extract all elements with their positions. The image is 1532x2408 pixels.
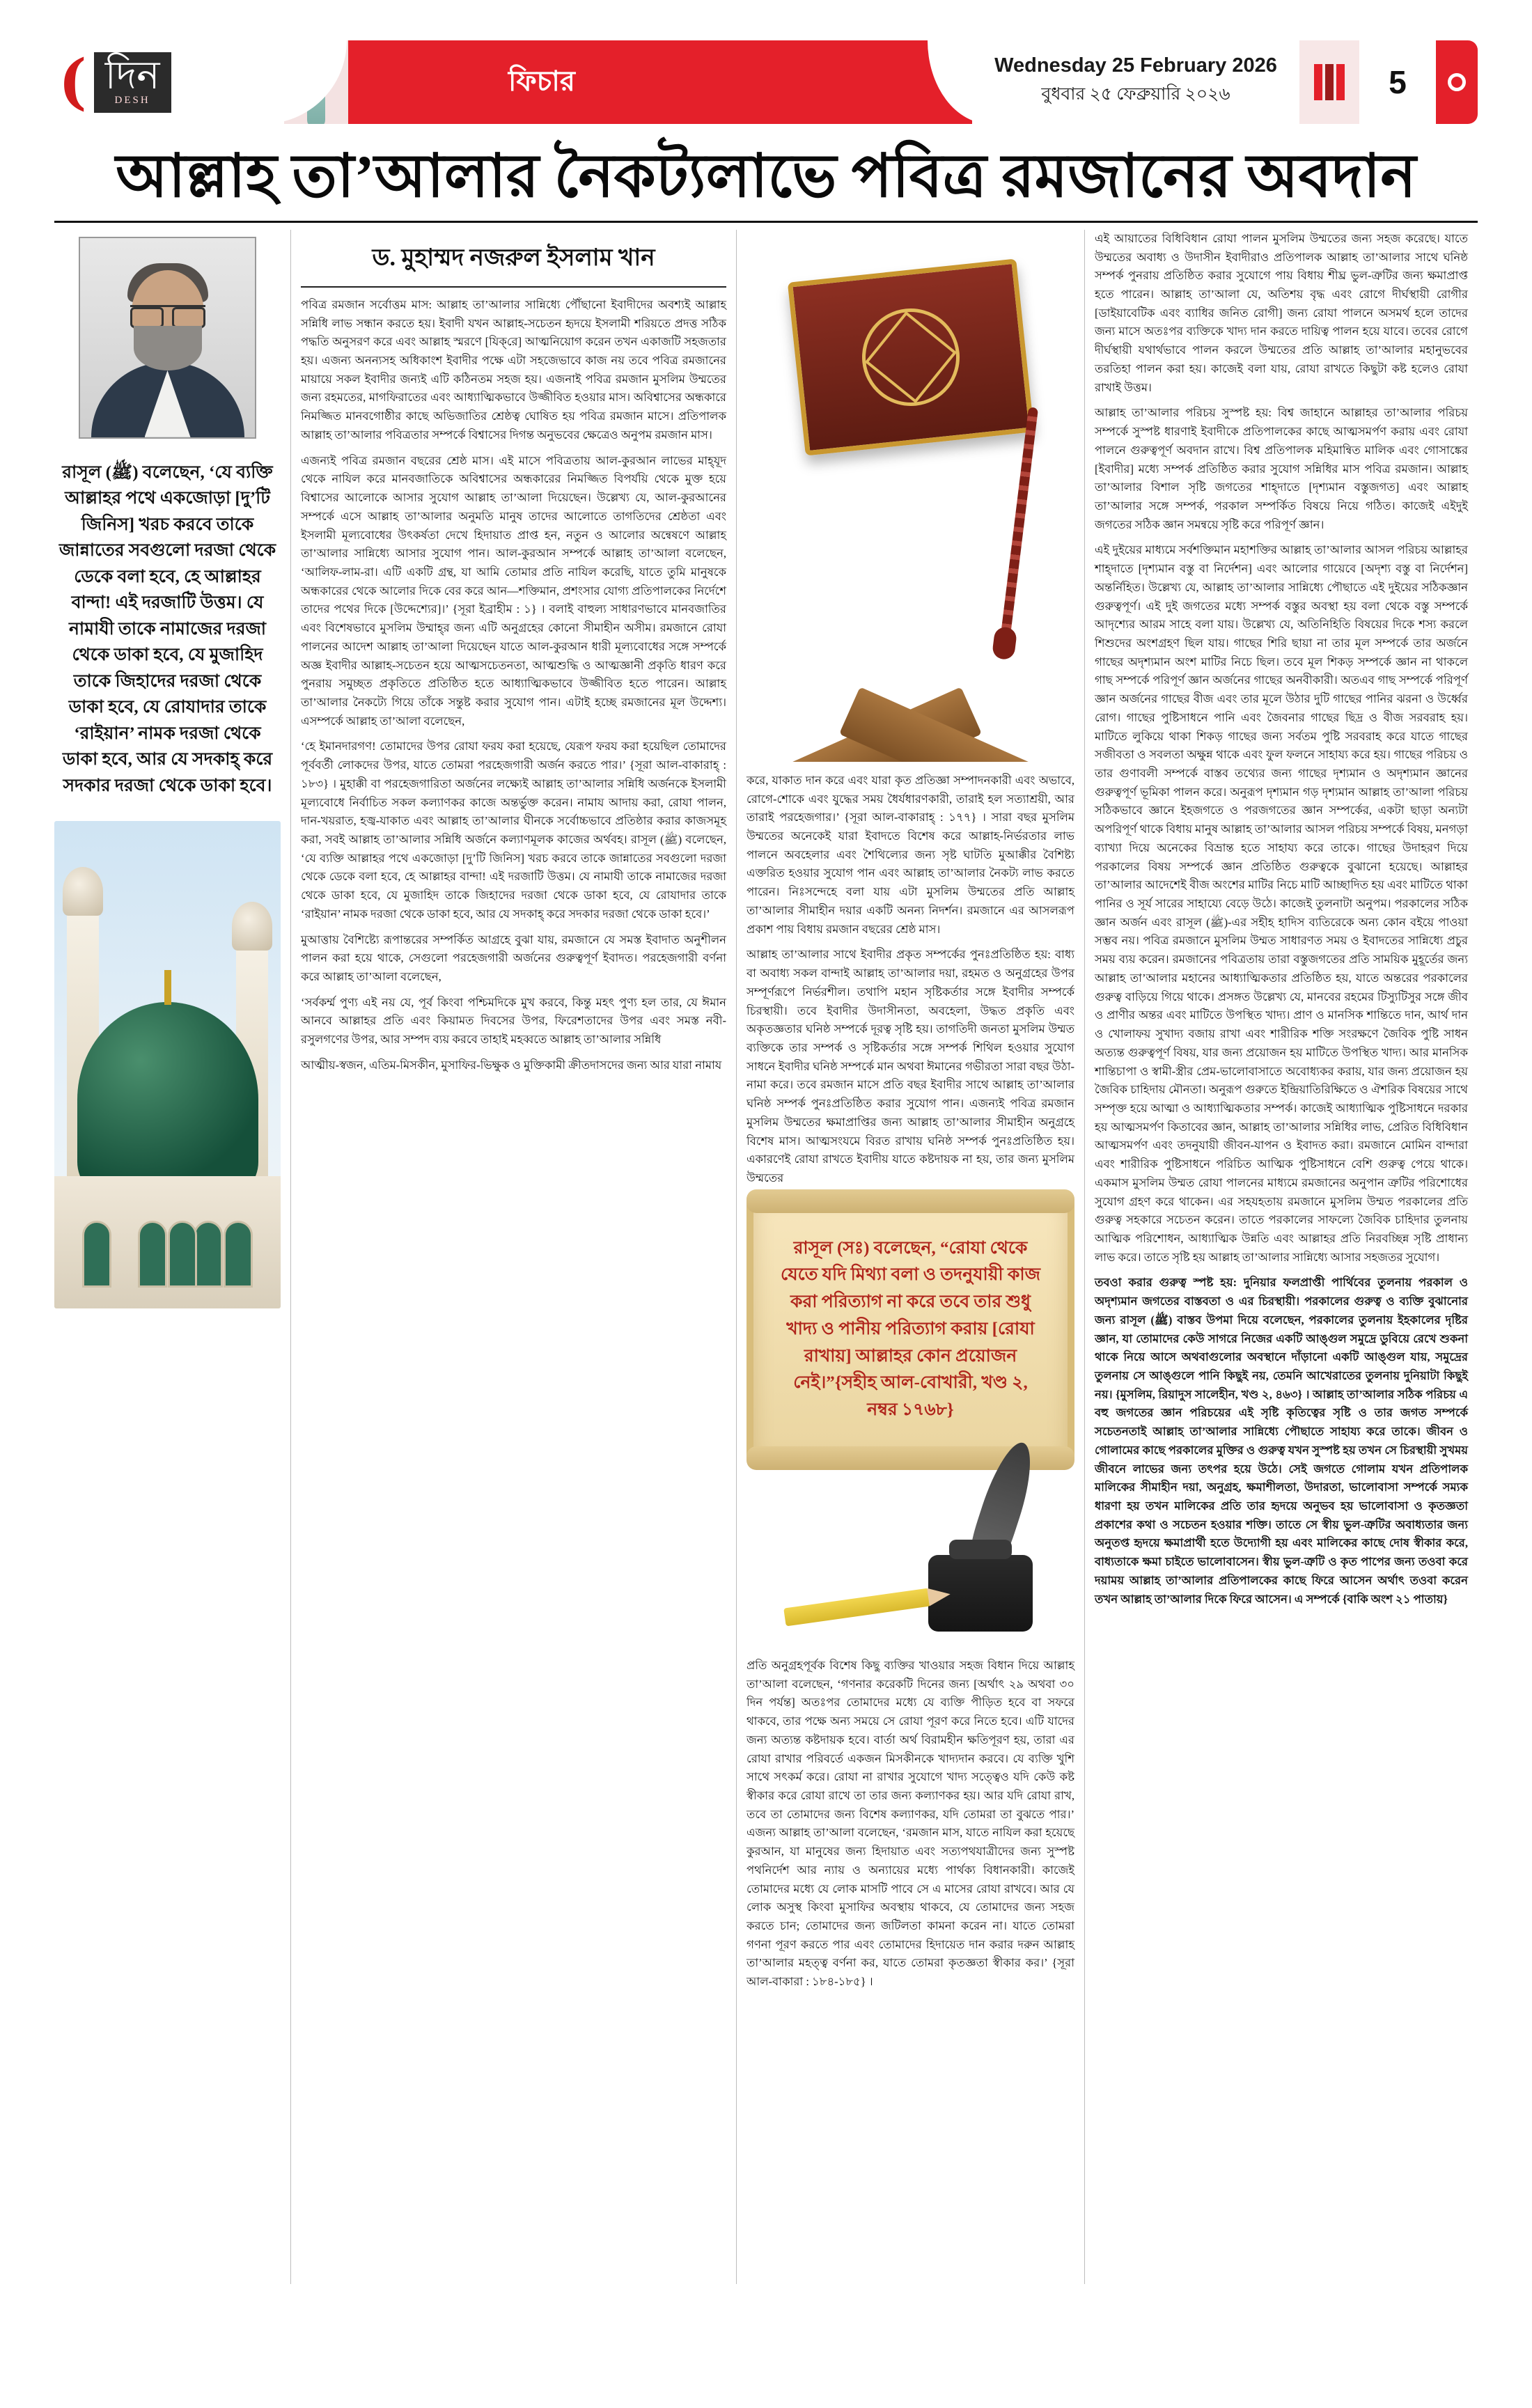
pullquote-scroll bbox=[747, 1199, 1074, 1460]
paragraph: এই দুইয়ের মাধ্যমে সর্বশক্তিমান মহাশক্তির আল্লাহ তা’আলার আসল পরিচয় আল্লাহর শাহ্‌দাতে [দৃশ্যমান বস্তু বা নির্দেশন] এবং আলোর গায়েবে [অদৃশ্য বস্তু বা নির্দেশন] অন্তর্নিহিত। উল্লেখ্য যে, আল্লাহ তা’আলার সান্নিধ্যে পৌছাতে এই দুইয়ের সঠিকজ্ঞান গুরুত্বপূর্ণ। এই দুই জগতের মধ্যে সম্পর্ক বস্তুর অবস্থা হয় বলা থেকে বস্তু সম্পর্কে আদৃশ্যের আরম সাহে বলা যায়। উল্লেখ্য যে, অতিনিহিতি বিষয়ের দিকে শস্য করলে শিশুদের অংশগ্রহণ ছিল যায়। গাছের শিরি ছায়া না তার মূল সম্পর্কে তার অর্জনে গাছের অদৃশ্যমান অংশ মাটির নিচে ছিল। তবে মূল শিকড় সম্পর্কে জ্ঞান না থাকলে গাছ সম্পর্কে পরিপূর্ণ জ্ঞান অর্জনের গাছের অনবীকারী। অতএব গাছ সম্পর্কে পরিপূর্ণ জ্ঞান অর্জনের গাছের বীজ এবং তার মূলে উঠার দুটি গাছের পানির ঝরনা ও উর্ধ্বের রোগ। গাছের পুষ্টিসাধনে পানি এবং জৈবনার গাছের ছিদ্র ও বীজ সরবরাহ হয়। মাটিতে লুকিয়ে থাকা শিকড় গাছের জন্য সর্বতম পুষ্টি সরবরাহ করে যাতে গাছের সজীবতা ও সবলতা অক্ষুন্ন থাকে এবং ফুল ফলনে সাহায্য করে হয়। গাছের পরিচয় ও তার গুণাবলী সম্পর্কে বাস্তব তথ্যের জন্য গাছের দৃশ্যমান ও অদৃশ্যমান জ্ঞানের গুরুত্বপূর্ণ ভূমিকা পালন করে। অনুরূপ দৃশ্যমান গড় দৃশ্যমান আল্লাহ তা’আলা পরিচয় সঠিকভাবে জ্ঞানে ইহজগতে ও পরজগতের জ্ঞান সম্পর্কের, একটা ছাড়া অন্যটা অপরিপূর্ণ থাকে বিধায় মানুষ আল্লাহ তা’আলার আসল পরিচয় সম্পর্কে বিষয়, মনগড়া ব্যাখ্যা দিয়ে অনেকের বিভ্রান্ত হতে সাহায্য করে তাকে। গাছের উদাহরণ দিয়ে পরকালের বিষয় সম্পর্কে জ্ঞান প্রতিষ্ঠিত গুরুত্বকে বুঝানো হয়েছে। আল্লাহর তা’আলার আদেশেই বীজ অংশের মাটির নিচে মাটি আচ্ছাদিত হয় এবং মাটিতে থাকা পানির ও সূর্য সারের সাহায্যে বেড়ে উঠে। কাজেই তুলনাটা অনুপম। পরকালের সঠিক জ্ঞান অর্জন এবং রাসূল (ﷺ)-এর সহীহ হাদিস ব্যতিরেকে অন্য কোন বইয়ে পাওয়া সম্ভব নয়। পবিত্র রমজানে মুসলিম উম্মত সাধারণত সময় ও ইবাদতের সান্নিধ্যে প্রচুর সময় ব্যয় করেন। রমজানের পবিত্রতায় তারা বস্তুজগতের প্রতি সাময়িক মুহূর্তের জন্য আল্লাহ তা’আলার মহানের আধ্যাত্মিকতার প্রতিষ্ঠিত হয়, যাতে অন্তরের পরকালের গুরুত্ব বাড়িয়ে গিয়ে থাকে। প্রসঙ্গত উল্লেখ্য যে, মানবের রহমের টিস্যুটিসুর সঙ্গে জীব ও প্রাণীর অন্তর এবং মাটিতে উপস্থিত খাদ্য। প্রাণ ও মানসিক শান্তিতে দান, আর্থ দান ও খোলাফয় সুখাদ্য বজায় রাখা এবং শারীরিক শক্তি সংরক্ষণে জৈবিক পুষ্টি সাধন অত্যন্ত গুরুত্বপূর্ণ বিষয়, যার জন্য প্রয়োজন হয় মাটিতে উপস্থিত খাদ্য। আর মানসিক শান্তিচাপা ও স্বামী-স্ত্রীর প্রেম-ভালোবাসাতে অবোধ্যকর করায়, যার জন্য প্রয়োজন হয় জৈবিক চাহিদায় মৌনতা। অনুরূপ গুরুতে ইন্দ্রিয়াতিরিক্ষিতে ও ঐশরিক বিষয়ের সাথে সম্পৃক্ত হয়ে আত্মা ও আধ্যাত্মিকতার সম্পর্ক। কাজেই আধ্যাত্মিক পুষ্টিসাধনে দরকার হয় আত্মসমর্পণ কিতাবের জ্ঞান, আল্লাহ তা’আলার সন্নিধির লাভ, প্রেরিত বিধিবিধান আত্মসমর্পণ এবং তদনুযায়ী জীবন-যাপন ও ইবাদত করা। রমজানে মোমিন বান্দারা এবং শারীরিক পুষ্টিসাধনে পরিচিত আত্মিক পুষ্টিসাধনে বেশি গুরুত্ব পেয়ে থাকে। একমাস মুসলিম উম্মত রোযা পালনের মাধ্যমে রমজানের অনুপান ত্রুটির পরিশোধের সুযোগ গ্রহণ করে থাকেন। এর সহযহতায় রমজানে মুসলিম উম্মত পরকালের প্রতি গুরুত্ব সহকারে সচেতন করেন। তাতে পরকালের সাফল্যে জৈবিক চাহিদার তুলনায় আত্মিক পরিশোধন, আধ্যাত্মিক উন্নতি এবং আল্লাহর প্রতি নিরবচ্ছিন্ন সৃষ্টি প্রাধান্য লাভ করে। তাতে সৃষ্টি হয় আল্লাহ তা’আলার সান্নিধ্যে আসার সহজতর সুযোগ। bbox=[1095, 543, 1468, 1264]
section-title: ফিচার bbox=[508, 65, 575, 97]
column-left bbox=[54, 230, 291, 2284]
pullquote-left: রাসূল (ﷺ) বলেছেন, ‘যে ব্যক্তি আল্লাহর পথে একজোড়া [দু’টি জিনিস] খরচ করবে তাকে জান্নাতের সবগুলো দরজা থেকে ডেকে বলা হবে, হে আল্লাহর বান্দা! এই দরজাটি উত্তম। যে নামাযী তাকে নামাজের দরজা থেকে ডাকা হবে, যে মুজাহিদ তাকে জিহাদের দরজা থেকে ডাকা হবে, যে রোযাদার তাকে ‘রাইয়ান’ নামক দরজা থেকে ডাকা হবে, আর যে সদকাহ্ করে সদকার দরজা থেকে ডাকা হবে। bbox=[58, 462, 276, 795]
pages-icon bbox=[1299, 40, 1359, 124]
pullquote-text: রাসূল (সঃ) বলেছেন, “রোযা থেকে যেতে যদি মিথ্যা বলা ও তদনুযায়ী কাজ করা পরিত্যাগ না করে তবে তার শুধু খাদ্য ও পানীয় পরিত্যাগ করায় [রোযা রাখায়] আল্লাহর কোন প্রয়োজন নেই।”{সহীহ আল-বোখারী, খণ্ড ২, নম্বর ১৭৬৮} bbox=[781, 1238, 1040, 1420]
paragraph: ‘হে ইমানদারগণ! তোমাদের উপর রোযা ফরয করা হয়েছে, যেরূপ ফরয করা হয়েছিল তোমাদের পূর্ববর্তী লোকদের উপর, যাতে তোমরা পরহেজগারী অর্জন করতে পার।’ {সূরা আল-বাকারাহ্ : ১৮৩} । মুহাক্কী বা পরহেজগারিতা অর্জনের লক্ষ্যেই আল্লাহ তা’আলার সন্নিধি অর্জনকে ইসলামী মূল্যবোধে নির্বাচিত সকল কল্যাণকর কাজে অন্তর্ভুক্ত করেন। নামায আদায় করা, রোযা পালন, দান-খয়রাত, হজ্ব-যাকাত এবং আল্লাহ তা’আলার ঘীনকে সর্বোচ্চভাবে প্রতিষ্ঠার করার কাজসমূহ করা, সবই আল্লাহ তা’আলার সন্নিধি অর্জনে কল্যাণমূলক কাজের অর্থবহ। রাসূল (ﷺ) বলেছেন, ‘যে ব্যক্তি আল্লাহর পথে একজোড়া [দু’টি জিনিস] খরচ করবে তাকে জান্নাতের সবগুলো দরজা থেকে ডেকে বলা হবে, হে আল্লাহর বান্দা! এই দরজাটি উত্তম। যে নামাযী তাকে নামাজের দরজা থেকে ডাকা হবে, যে মুজাহিদ তাকে জিহাদের দরজা থেকে ডাকা হবে, যে রোযাদার তাকে ‘রাইয়ান’ নামক দরজা থেকে ডাকা হবে, আর যে সদকাহ্ করে সদকার দরজা থেকে ডাকা হবে।’ bbox=[301, 740, 726, 921]
masthead-red-bar bbox=[284, 40, 972, 124]
quran-book-illustration bbox=[747, 233, 1074, 762]
avatar bbox=[79, 237, 256, 439]
logo-sub-text: DESH bbox=[114, 94, 150, 106]
paragraph: করে, যাকাত দান করে এবং যারা কৃত প্রতিজ্ঞা সম্পাদনকারী এবং অভাবে, রোগে-শোকে এবং যুদ্ধের সময় ধৈর্যধারণকারী, তারাই হল সত্যাশ্রয়ী, আর তারাই পরহেজগার।’ {সূরা আল-বাকারাহ্ : ১৭৭} । সারা বছর মুসলিম উম্মতের অনেকেই যারা ইবাদতে বিশেষ করে আল্লাহ-নির্ভরতার লাভ পালনে অবহেলার এবং শৈথিল্যের জন্য সৃষ্ট ঘাটতি মুআক্কীর বৈশিষ্ট্য এক্তরিত হওয়ার সুযোগ পান এবং আল্লাহ তা’আলার নৈকট্য লাভ করতে পারেন। নিঃসন্দেহে বলা যায় এটা মুসলিম উম্মতের প্রতি আল্লাহ তা’আলার সীমাহীন দয়ার একটি অনন্য নিদর্শন। রমজানে এর আসলরূপ প্রকাশ পায় বিধায় রমজান বছরের শ্রেষ্ঠ মাস। bbox=[747, 773, 1074, 936]
logo-word-text: দিন bbox=[104, 54, 160, 97]
paragraph: আত্মীয়-স্বজন, এতিম-মিসকীন, মুসাফির-ভিক্ষুক ও মুক্তিকামী ক্রীতদাসদের জন্য আর যারা নামায bbox=[301, 1058, 722, 1072]
paragraph-continuation: তবওা করার গুরুত্ব স্পষ্ট হয়: দুনিয়ার ফলপ্রাপ্তী পার্থিবের তুলনায় পরকাল ও অদৃশ্যমান জগতের বাস্তবতা ও এর চিরস্থায়ী। পরকালের গুরুত্ব ও ব্যক্তি বুঝানোর জন্য রাসূল (ﷺ) বাস্তব উপমা দিয়ে বলেছেন, পরকালের তুলনায় ইহকালের দৃষ্টির জ্ঞান, যা তোমাদের কেউ সাগরে নিজের একটি আঙ্গুল সমুদ্রে ডুবিয়ে রেখে শুকনা থাকে নিয়ে আসে অথবাগুলোর অবস্থানে দাঁড়ানো একটি আঙ্গুল যায়, সমুদ্রের তুলনায় সে আঙ্গুলে পানি কিছুই নয়, তেমনি আখেরাতের তুলনায় দুনিয়াটা কিছুই নয়। {মুসলিম, রিয়াদুস সালেহীন, খণ্ড ২, ৪৬৩} । আল্লাহ তা’আলার সঠিক পরিচয় এ বহু জগতের জ্ঞান পরিচয়ের এই সৃষ্টি কৃতিত্বের সৃষ্টি ও তার জগত সম্পর্কে সচেতনতাই আল্লাহ তা’আলার সান্নিধ্যে পৌছাতে সাহায্য করে তাকে। জীবন ও গোলামের কাছে পরকালের মুক্তির ও গুরুত্ব যখন সুস্পষ্ট হয় তখন সে চিরস্থায়ী সুখময় জীবনে লাভের জন্য তৎপর হয়ে উঠে। সেই জগতে গোলাম যখন প্রতিপালক মালিকের সীমাহীন দয়া, অনুগ্রহ, ক্ষমাশীলতা, উদারতা, ভালোবাসা সম্পর্কে সম্যক ধারণা হয় তখন মালিকের প্রতি তার হৃদয়ে অনুভব হয় ভালোবাসা ও কৃতজ্ঞতা প্রকাশের কথা ও সচেতন হওয়ার শক্তি। তাতে সে স্বীয় ভুল-ত্রুটির অবাধ্যতার জন্য অনুতপ্ত হৃদয়ে ক্ষমাপ্রার্থী হতে উদ্যোগী হয় এবং মালিকের কাছে দোষ স্বীকার করে, বাধ্যতাকে ক্ষমা চাইতে ভালোবাসেন। স্বীয় ভুল-ত্রুটি ও কৃত পাপের জন্য তওবা করে দয়াময় আল্লাহ তা’আলার প্রতিপালকের কাছে ফিরে আসেন অর্থাৎ তওবা করেন তখন আল্লাহ তা’আলার দিকে ফিরে আসেন। এ সম্পর্কে {বাকি অংশ ২১ পাতায়} bbox=[1095, 1276, 1469, 1606]
byline: ড. মুহাম্মদ নজরুল ইসলাম খান bbox=[301, 230, 726, 288]
paragraph: ‘সর্বকর্ম্ম পুণ্য এই নয় যে, পূর্ব কিংবা পশ্চিমদিকে মুখ করবে, কিন্তু মহৎ পুণ্য হল তার, যে ঈমান আনবে আল্লাহর প্রতি এবং কিয়ামত দিবসের উপর, ফিরেশতাদের উপর এবং সমস্ত নবী-রসুলগণের উপর, আর সম্পদ ব্যয় করবে তাহাই মহব্বতে আল্লাহ তা’আলার সন্নিধি bbox=[301, 995, 726, 1047]
column-right bbox=[1085, 230, 1478, 2284]
paragraph: আল্লাহ তা’আলার সাথে ইবাদীর প্রকৃত সম্পর্কের পুনঃপ্রতিষ্ঠিত হয়: বাধ্য বা অবাধ্য সকল বান্দাই আল্লাহ তা’আলার দয়া, রহমত ও অনুগ্রহের উপর সম্পূর্ণরূপে নির্ভরশীল। তথাপি মহান সৃষ্টিকর্তার সঙ্গে ইবাদীর সম্পর্কে চিরস্থায়ী। তবে ইবাদীর উদাসীনতা, অবহেলা, উদ্ধত প্রকৃতি এবং অকৃতজ্ঞতার ঘনিষ্ঠ সম্পর্কে দূরত্ব সৃষ্টি হয়। তাগতিদী জনতা মুসলিম উম্মত ব্যক্তিকে তার সম্পর্ক ও সৃষ্টিকর্তার সঙ্গে সম্পর্ক শিথিল হওয়ার সুযোগ সাধনে ইবাদীর ঘনিষ্ঠ সম্পর্কে মান অথবা ঈমানের গভীরতা সারা বছর উঠা-নামা করে। তবে রমজান মাসে প্রতি বছর ইবাদীর সাথে আল্লাহ তা’আলার ঘনিষ্ঠ সম্পর্ক পুনঃপ্রতিষ্ঠিত করার সুযোগ পান। এজন্যই পবিত্র রমজান মুসলিম উম্মতের ক্ষমাপ্রাপ্তির জন্য আল্লাহ তা’আলার সীমাহীন অনুগ্রহে বিশেষ মাস। আত্মসংযমে বিরত রাখায় ঘনিষ্ঠ সম্পর্ক পুনঃপ্রতিষ্ঠিত হয়। একারণেই রোযা রাখতে ইবাদীয় যাতে কষ্টদায়ক না হয়, তার জন্য মুসলিম উম্মতের bbox=[747, 948, 1074, 1185]
date-english: Wednesday 25 February 2026 bbox=[994, 54, 1277, 77]
column-two bbox=[291, 230, 737, 2284]
paragraph: পবিত্র রমজান সর্বোত্তম মাস: আল্লাহ তা’আলার সান্নিধ্যে পৌঁছানো ইবাদীদের অবশ্যই আল্লাহ সন্নিধি লাভ সন্ধান করতে হয়। ইবাদী যখন আল্লাহ-সচেতন হৃদয়ে ইসলামী শরিয়তে প্রদত্ত সঠিক পদ্ধতি অনুসরণ করে এবং আল্লাহ স্মরণে [যিক্‌রে] আত্মনিয়োগ করেন তখন একাজটি সহজতার হয়। এজন্য অনন্যসহ অধিকাংশ ইবাদীর পক্ষে এটা সহজেভাবে কাজ নয় তবে পবিত্র রমজানের মায়ায়ে সকল ইবাদীর জন্যই এটি কঠিনতম সহজ হয়। এজনাই পবিত্র রমজান মুসলিম উম্মতের জন্য রহমতের, মাগফিরাতের এবং আধ্যাত্মিকভাবে উজ্জীবিত হওয়ার মাস। অবিশ্বাসের অন্ধকারে নিমজ্জিত মানবগোষ্ঠীর কাছে অভিজাতির শ্রেষ্ঠত্ব ঘোষিত হয় পবিত্র রমজান মাসে। প্রতিপালক আল্লাহ তা’আলার পবিত্রতার সম্পর্কে বিশ্বাসের দিগন্ত অনুভবের ক্ষেত্রেও অনুপম রমজান মাস। bbox=[301, 297, 726, 441]
paragraph: আল্লাহ তা’আলার পরিচয় সুস্পষ্ট হয়: বিশ্ব জাহানে আল্লাহর তা’আলার পরিচয় সম্পর্কে সুস্পষ্ট ধারণাই ইবাদীকে প্রতিপালকের কাছে আত্মসমর্পণ করায় এবং রোযা পালনে গুরুত্বপূর্ণ অবদান রাখে। বিশ্ব প্রতিপালক মহিমান্বিত মালিক এবং গোসাঙ্কের [ইবাদীর] মধ্যে সম্পর্ক প্রতিষ্ঠিত করার সুযোগ সন্নিধির মাস পবিত্র রমজান। আল্লাহ তা’আলার বিশাল সৃষ্টি জগতের শাহ্‌দাতে [দৃশ্যমান বস্তুজগত] এবং আল্লাহ তা’আলার সঙ্গে সম্পর্ক, পরকাল সম্পর্কিত বিষয়ে নিয়ে গঠিত। কাজেই এইদুই জগতের সঠিক জ্ঞান সমন্বয়ে সৃষ্টি করে পরিপূর্ণ জ্ঞান। bbox=[1095, 406, 1468, 531]
newspaper-page bbox=[0, 40, 1532, 2408]
page-number: 5 bbox=[1359, 40, 1436, 124]
circle-icon bbox=[1436, 40, 1478, 124]
mosque-illustration bbox=[54, 821, 281, 1308]
page-title: আল্লাহ তা’আলার নৈকট্যলাভে পবিত্র রমজানের অবদান bbox=[54, 142, 1478, 223]
column-three bbox=[737, 230, 1085, 2284]
date-block bbox=[972, 40, 1299, 124]
logo-wordmark bbox=[94, 52, 171, 113]
newspaper-logo[interactable] bbox=[54, 40, 284, 124]
paragraph: মুআত্তায় বৈশিষ্ট্যে রূপান্তরের সম্পর্কিত আগ্রহে বুঝা যায়, রমজানে যে সমস্ত ইবাদাত অনুশীলন পালন করা হয়ে থাকে, সেগুলো পরহেজগারী অর্জনের গুরুত্বপূর্ণ ইবাদত। পরহেজগারী বর্ণনা করে আল্লাহ তা’আলা বলেছেন, bbox=[301, 932, 726, 984]
logo-bracket-icon: ( bbox=[58, 46, 87, 117]
inkwell-quill-illustration bbox=[747, 1467, 1074, 1648]
paragraph: এজন্যই পবিত্র রমজান বছরের শ্রেষ্ঠ মাস। এই মাসে পবিত্রতায় আল-কুরআন লাভের মাহ্‌যূদ থেকে নাযিল করে মানবজাতিকে অবিশ্বাসের অন্ধকারের নিমজ্জিত বিপর্যয়ি থেকে মুক্ত হয়ে বিশ্বাসের আলোকে আসার সুযোগ আল্লাহ তা’আলা দিয়েছেন। উল্লেখ্য যে, আল-কুরআনের সম্পর্কে এসে আল্লাহ তা’আলার অনুমতি মানুষ তাদের আলোতে তাগতিদের শ্রেষ্ঠতা এবং ইসলামী মূল্যবোধের উৎকর্ষতা দেখে হিদায়াত প্রাপ্ত হন, নতুন ও আলোর অন্বেষণে আল্লাহ তা’আলার সান্নিধ্যে আসার সুযোগ পান। আল-কুরআন সম্পর্কে আল্লাহ তা’আলা বলেছেন, ‘আলিফ-লাম-রা। এটি একটি গ্রন্থ, যা আমি তোমার প্রতি নাযিল করেছি, যাতে তুমি মানুষকে অন্ধকারের থেকে আলোর দিকে বের করে আন—শক্তিমান, প্রশংসার যোগ্য প্রতিপালকের নির্দেশে তাদের পথের দিকে [উদ্দেশ্যের]।’ {সূরা ইব্রাহীম : ১} । বলাই বাহুল্য সাধারণভাবে মানবজাতির এবং বিশেষভাবে মুসলিম উম্মাহ্‌র জন্য এটি অনুগ্রহের কোনো সীমাহীন অসীম। রমজানে রোযা পালনের আদেশ আল্লাহ তা’আলা দিয়েছেন যাতে আল-কুরআন ধারী মূল্যবোধের সঙ্গে সম্পর্কে অজ্ঞ ইবাদীর আল্লাহ-সচেতন হয়ে আত্মসচেতনতা, আত্মশুদ্ধি ও আত্মজ্ঞানী প্রকৃতি ধারণ করে পুনরায় সমুচ্ছত প্রকৃতিতে প্রতিষ্ঠিত হতে আধ্যাত্মিকভাবে উজ্জীবিত হতে পারেন। আল্লাহ তা’আলার নৈকট্যে গিয়ে তাঁকে সন্তুষ্ট করার সুযোগ পান। এটাই হচ্ছে রমজানের মূল উদ্দেশ্য। এসম্পর্কে আল্লাহ তা’আলা বলেছেন, bbox=[301, 453, 726, 728]
masthead bbox=[54, 40, 1478, 124]
paragraph: এই আয়াতের বিধিবিধান রোযা পালন মুসলিম উম্মতের জন্য সহজ করেছে। যাতে উম্মতের অবাধ্য ও উদাসীন ইবাদীরাও প্রতিপালক আল্লাহ তা’আলার সাথে ঘনিষ্ঠ সম্পর্ক পুনরায় প্রতিষ্ঠিত করার সুযোগে পায় বিধায় শীঘ্র ভুল-ত্রুটির জন্য ক্ষমাপ্রাপ্ত হতে পারেন। আল্লাহ তা’আলা যে, অতিশয় বৃদ্ধ এবং রোগে দীর্ঘস্থায়ী রোগীর [ডাইয়াবেটিক এবং ব্যাধির জনিত রোগী] জন্য রোযা পালনে অসমর্থ হলে তাদের জন্য মাসে অতঃপর ব্যক্তিকে খাদ্য দান করতে দায়িত্ব পালন হয়ে যাবে। তবের রোগে দীর্ঘস্থায়ী যথার্থভাবে পালন করলে উম্মতের প্রতি আল্লাহ তা’আলার মহানুভবের তরতিহা পালন করা হয়। কাজেই বলা যায়, রোযা রাখতে কিছুটা কষ্ট হলেও রোযা রাখাই উত্তম। bbox=[1095, 231, 1468, 394]
paragraph: প্রতি অনুগ্রহপূর্বক বিশেষ কিছু ব্যক্তির খাওয়ার সহজ বিধান দিয়ে আল্লাহ তা’আলা বলেছেন, ‘গণনার করেকটি দিনের জন্য [অর্থাৎ ২৯ অথবা ৩০ দিন পর্যন্ত] অতঃপর তোমাদের মধ্যে যে ব্যক্তি পীড়িত হবে বা সফরে থাকবে, তার পক্ষে অন্য সময়ে সে রোযা পূরণ করে নিতে হবে। এটি যাদের জন্য অত্যন্ত কষ্টদায়ক হবে। বার্তা অর্থ বিরামহীন ক্ষতিপূরণ হয়, তারা এর রোযা রাখার পরিবর্তে একজন মিসকীনকে খাদ্যদান করবে। যে ব্যক্তি খুশি সাথে সৎকর্ম করে। রোযা না রাখার সুযোগে খাদ্য সত্ত্বেও যদি কেউ কষ্ট স্বীকার করে রোযা রাখে তা তার জন্য কল্যাণকর হয়। আর যদি রোযা রাখ, তবে তা তোমাদের জন্য বিশেষ কল্যাণকর, যদি তোমরা তা বুঝতে পার।’ এজন্য আল্লাহ তা’আলা বলেছেন, ‘রমজান মাস, যাতে নাযিল করা হয়েছে কুরআন, যা মানুষের জন্য হিদায়াত এবং সত্যপথযাত্রীদের জন্য সুস্পষ্ট পথনির্দেশ আর ন্যায় ও অন্যায়ের মধ্যে পার্থক্য বিধানকারী। কাজেই তোমাদের মধ্যে যে লোক মাসটি পাবে সে এ মাসের রোযা রাখবে। আর যে লোক অসুস্থ কিংবা মুসাফির অবস্থায় থাকবে, যে তোমাদের জন্য সহজ করতে চান; তোমাদের জন্য জটিলতা কামনা করেন না। যাতে তোমরা গণনা পূরণ করতে পার এবং তোমাদের হিদায়েত দান করার দরুন আল্লাহ তা’আলার মহত্ত্ব বর্ণনা কর, যাতে তোমরা কৃতজ্ঞতা স্বীকার কর।’ {সূরা আল-বাকারা : ১৮৪-১৮৫} । bbox=[747, 1658, 1074, 1989]
article-body bbox=[54, 230, 1478, 2284]
date-bangla: বুধবার ২৫ ফেব্রুয়ারি ২০২৬ bbox=[1041, 85, 1230, 104]
